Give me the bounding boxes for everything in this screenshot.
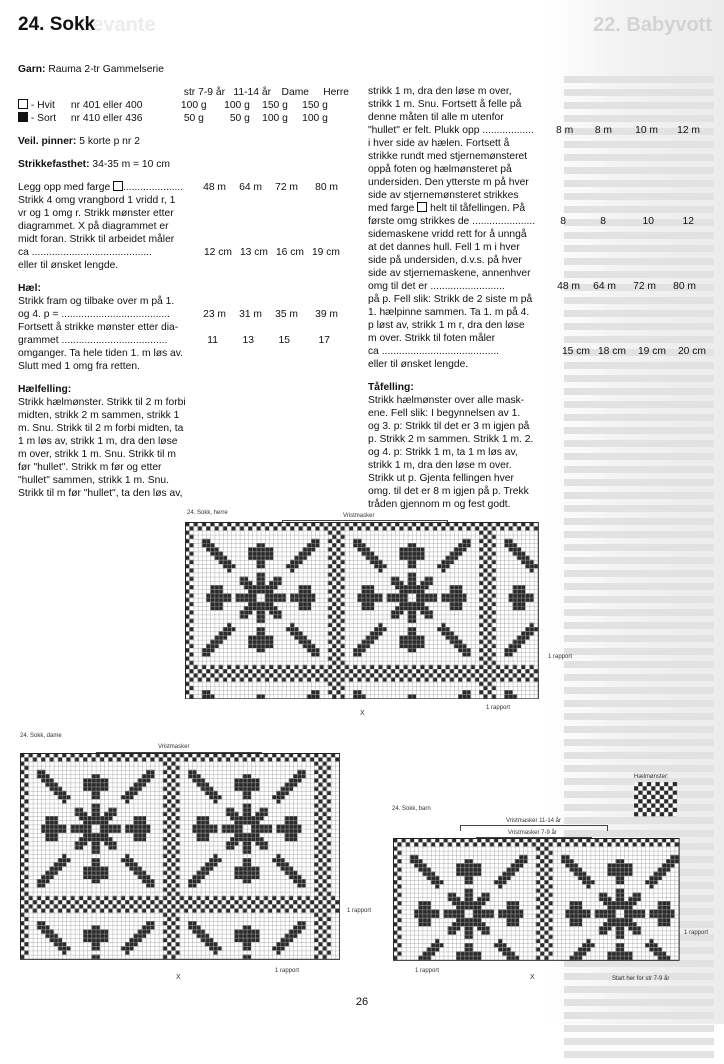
- value: 17: [318, 335, 330, 346]
- swatch-stitch: [664, 799, 668, 803]
- value: 10 m: [635, 125, 658, 136]
- swatch-stitch: [638, 804, 642, 808]
- swatch-stitch: [638, 795, 642, 799]
- color-row-black: [18, 112, 358, 125]
- text-line: m over, strikk 1 m. Snu. Strikk til m: [18, 449, 176, 460]
- value: 31 m: [239, 309, 262, 320]
- swatch-stitch: [651, 808, 655, 812]
- swatch-stitch: [634, 812, 638, 816]
- swatch-stitch: [660, 786, 664, 790]
- pinner-label: Veil. pinner:: [18, 136, 77, 147]
- value: 13 cm: [239, 247, 268, 258]
- swatch-stitch: [643, 808, 647, 812]
- swatch-stitch: [656, 786, 660, 790]
- swatch-stitch: [668, 786, 672, 790]
- value: 15 cm: [561, 346, 590, 357]
- pattern-chart-dame: [20, 753, 340, 960]
- text-line: Strikk ut p. Gjenta fellingen hver: [368, 473, 514, 484]
- value: 23 m: [203, 309, 226, 320]
- size-3: Dame: [281, 87, 309, 98]
- swatch-stitch: [664, 786, 668, 790]
- pattern-chart-barn: [393, 838, 680, 961]
- text-line: strikk 1 m, dra den løse m over.: [368, 460, 512, 471]
- text-line: p. Strikk 2 m sammen. Strikk 1 m. 2.: [368, 434, 534, 445]
- chart-dame-x: X: [176, 974, 181, 981]
- value: 10: [642, 216, 654, 227]
- text-line: at det dannes hull. Fell 1 m i hver: [368, 242, 520, 253]
- chart-barn-rapport-v: 1 rapport: [684, 930, 709, 936]
- value: 20 cm: [677, 346, 706, 357]
- text-line: omg til det er: [368, 281, 428, 292]
- value: 11: [207, 335, 218, 346]
- swatch-stitch: [656, 782, 660, 786]
- swatch-stitch: [660, 782, 664, 786]
- swatch-stitch: [656, 795, 660, 799]
- text-line: før "hullet". Strikk m før og etter: [18, 462, 162, 473]
- value: 64 m: [239, 182, 262, 193]
- chart-dame-rapport-v: 1 rapport: [347, 908, 372, 914]
- amount: 50 g: [183, 113, 204, 124]
- swatch-stitch: [643, 782, 647, 786]
- swatch-stitch: [651, 782, 655, 786]
- text-line: ene. Fell slik: I begynnelsen av 1.: [368, 408, 521, 419]
- swatch-stitch: [668, 804, 672, 808]
- chart-herre-rapport-h: 1 rapport: [486, 705, 511, 711]
- text-line: omg. til det er 8 m igjen på p. Trekk: [368, 486, 529, 497]
- text-line: grammet: [18, 335, 59, 346]
- text-line: Strikk hælmønster. Strikk til 2 m forbi: [18, 397, 186, 408]
- hael-title: Hæl:: [18, 283, 41, 294]
- swatch-stitch: [643, 799, 647, 803]
- text-line: undersiden. Den ytterste m på hver: [368, 177, 529, 188]
- swatch-stitch: [668, 782, 672, 786]
- text-line: eller til ønsket lengde.: [368, 359, 469, 370]
- value: 39 m: [315, 309, 338, 320]
- amount: 100 g: [262, 113, 288, 124]
- swatch-stitch: [664, 812, 668, 816]
- fasthet-value: 34-35 m = 10 cm: [92, 159, 170, 170]
- page-number: 26: [355, 996, 369, 1008]
- hael-pattern-swatch: [634, 782, 678, 818]
- chart-barn-start: Start her for str 7-9 år: [612, 976, 670, 982]
- amount: 150 g: [302, 100, 328, 111]
- swatch-stitch: [668, 799, 672, 803]
- white-square-icon: [113, 181, 123, 191]
- white-square-icon: [417, 202, 427, 212]
- chart-barn-caption: 24. Sokk, barn: [392, 806, 431, 812]
- text-line: strikk 1 m. Snu. Fortsett å felle på: [368, 99, 522, 110]
- swatch-stitch: [647, 804, 651, 808]
- column-right: strikk 1 m, dra den løse m over, strikk 1 m. Snu. Fortsett å felle på denne måten til alle m utenfor "hullet" er felt. Plukk opp .................. 8 m 8 m 10 m 12 m i hver side av hælen. Fortsett å strikke rundt med stjernemønsteret oppå foten og hælmønsteret på undersiden. Den ytterste m på hver side av stjernemønsteret strikkes med farge helt til tåfellingen. På første omg strikkes de ...................... 8 8 10 12 sidemaskene vridd rett for å unngå at det dannes hull. Fell 1 m i hver side på undersiden, d.v.s. på hver side av stjernemaskene, annenhver omg til det er .......................... 48 m 64 m 72 m 80 m på p. Fell slik: Strikk de 2 siste m på 1. hælpinne sammen. Ta 1. m på 4. p løst av, strikk 1 m r, dra den løse m over. Strikk til foten måler ca ......................................... 15 cm 18 cm 19 cm 20 cm eller til ønsket lengde. Tåfelling: Strikk hælmønster over alle mask- ene. Fell slik: I begynnelsen av 1. og 3. p: Strikk til det er 3 m igjen på p. Strikk 2 m sammen. Strikk 1 m. 2. og 4. p: Strikk 1 m, ta 1 m løs av, strikk 1 m, dra den løse m over. Strikk ut p. Gjenta fellingen hver omg. til det er 8 m igjen på p. Trekk tråden gjennom m og fest godt.: [368, 86, 706, 510]
- text-line: Strikk til m før "hullet", ta den løs av,: [18, 488, 183, 499]
- swatch-stitch: [634, 808, 638, 812]
- text-line: med farge: [368, 203, 415, 214]
- pinner-value: 5 korte p nr 2: [79, 136, 140, 147]
- ghost-title-left: Levante: [80, 14, 156, 36]
- size-2: 11-14 år: [233, 87, 271, 98]
- text-line: Slutt med 1 omg fra retten.: [18, 361, 140, 372]
- text-line: og 3. p: Strikk til det er 3 m igjen på: [368, 421, 530, 432]
- text-line: Strikk 4 omg vrangbord 1 vridd r, 1: [18, 195, 176, 206]
- swatch-stitch: [647, 812, 651, 816]
- amount: 50 g: [229, 113, 250, 124]
- size-4: Herre: [323, 87, 349, 98]
- swatch-stitch: [643, 786, 647, 790]
- swatch-stitch: [660, 812, 664, 816]
- fasthet-label: Strikkefasthet:: [18, 159, 90, 170]
- swatch-stitch: [673, 786, 677, 790]
- text-line: oppå foten og hælmønsteret på: [368, 164, 512, 175]
- value: 8 m: [556, 125, 574, 136]
- column-left: Garn: Rauma 2-tr Gammelserie str 7-9 år 11-14 år Dame Herre - Hvit nr 401 eller 400 100 g 100 g 150 g 150 g - Sort nr 410 eller 436 50 g 50 g 100 g 100 g Veil. pinner: 5 korte p nr 2 Strikkefasthet: 34-35 m = 10 cm Legg opp med farge ..................... 48 m 64 m 72 m 80 m Strikk 4 omg vrangbord 1 vridd r, 1 vr og 1 omg r. Strikk mønster etter diagrammet. X på diagrammet er midt foran. Strikk til arbeidet måler ca .......................................... 12 cm 13 cm 16 cm 19 cm eller til ønsket lengde. Hæl: Strikk fram og tilbake over m på 1. og 4. p = ...................................... 23 m 31 m 35 m 39 m Fortsett å strikke mønster etter dia- grammet ..................................... 11 13 15 17 omganger. Ta hele tiden 1. m løs av. Slutt med 1 omg fra retten. Hælfelling: Strikk hælmønster. Strikk til 2 m forbi midten, strikk 2 m sammen, strikk 1 m. Snu. Strikk til 2 m forbi midten, ta 1 m løs av, strikk 1 m, dra den løse m over, strikk 1 m. Snu. Strikk til m før "hullet". Strikk m før og etter "hullet" sammen, strikk 1 m. Snu. Strikk til m før "hullet", ta den løs av,: [18, 63, 358, 500]
- value: 72 m: [275, 182, 298, 193]
- swatch-stitch: [651, 786, 655, 790]
- garn-value: Rauma 2-tr Gammelserie: [48, 64, 164, 75]
- value: 35 m: [275, 309, 298, 320]
- swatch-stitch: [656, 791, 660, 795]
- text-line: sidemaskene vridd rett for å unngå: [368, 229, 527, 240]
- size-1: str 7-9 år: [183, 87, 225, 98]
- swatch-stitch: [656, 799, 660, 803]
- cast-on-section: Legg opp med farge ..................... 48 m 64 m 72 m 80 m Strikk 4 omg vrangbord 1 vridd r, 1 vr og 1 omg r. Strikk mønster etter diagrammet. X på diagrammet er midt foran. Strikk til arbeidet måler ca .......................................... 12 cm 13 cm 16 cm 19 cm eller til ønsket lengde.: [18, 181, 358, 272]
- text-line: Fortsett å strikke mønster etter dia-: [18, 322, 179, 333]
- ghost-title-right: 22. Babyvott: [593, 14, 712, 36]
- value: 48 m: [203, 182, 226, 193]
- swatch-stitch: [664, 808, 668, 812]
- value: 16 cm: [275, 247, 304, 258]
- value: 80 m: [315, 182, 338, 193]
- value: 19 cm: [311, 247, 340, 258]
- value: 12 cm: [203, 247, 232, 258]
- text-line: m. Snu. Strikk til 2 m forbi midten, ta: [18, 423, 184, 434]
- value: 19 cm: [637, 346, 666, 357]
- swatch-stitch: [664, 791, 668, 795]
- text-line: og 4. p: Strikk 1 m, ta 1 m løs av,: [368, 447, 518, 458]
- text-line: 1 m løs av, strikk 1 m, dra den løse: [18, 436, 178, 447]
- text-line: midt foran. Strikk til arbeidet måler: [18, 234, 175, 245]
- text-line: side på undersiden, d.v.s. på hver: [368, 255, 522, 266]
- swatch-stitch: [664, 804, 668, 808]
- text-line: strikk 1 m, dra den løse m over,: [368, 86, 512, 97]
- value: 72 m: [633, 281, 656, 292]
- swatch-stitch: [656, 804, 660, 808]
- color-label: - Sort: [30, 113, 57, 124]
- text-line: Strikk fram og tilbake over m på 1.: [18, 296, 175, 307]
- swatch-stitch: [634, 791, 638, 795]
- swatch-stitch: [638, 786, 642, 790]
- swatch-stitch: [647, 795, 651, 799]
- text-line: ca: [368, 346, 379, 357]
- swatch-stitch: [647, 782, 651, 786]
- value: 8 m: [594, 125, 612, 136]
- swatch-stitch: [643, 812, 647, 816]
- text-line: Strikk hælmønster over alle mask-: [368, 395, 525, 406]
- swatch-stitch: [664, 795, 668, 799]
- chart-barn-vrist-79: Vristmasker 7-9 år: [508, 830, 557, 836]
- text-line: diagrammet. X på diagrammet er: [18, 221, 169, 232]
- chart-herre-rapport-v: 1 rapport: [548, 654, 573, 660]
- swatch-stitch: [643, 795, 647, 799]
- value: 8: [600, 216, 606, 227]
- value: 8: [560, 216, 566, 227]
- text-line: "hullet" er felt. Plukk opp: [368, 125, 480, 136]
- pattern-chart-herre: [185, 522, 539, 699]
- swatch-stitch: [673, 812, 677, 816]
- swatch-stitch: [660, 808, 664, 812]
- value: 64 m: [593, 281, 616, 292]
- amount: 100 g: [224, 100, 250, 111]
- color-row-white: [18, 99, 358, 112]
- swatch-stitch: [673, 782, 677, 786]
- swatch-stitch: [668, 791, 672, 795]
- text-line: denne måten til alle m utenfor: [368, 112, 504, 123]
- text-line: første omg strikkes de: [368, 216, 470, 227]
- value: 13: [242, 335, 254, 346]
- swatch-stitch: [638, 799, 642, 803]
- text-line: tråden gjennom m og fest godt.: [368, 499, 511, 510]
- color-nr: nr 410 eller 436: [70, 113, 143, 124]
- color-label: - Hvit: [30, 100, 55, 111]
- swatch-stitch: [673, 804, 677, 808]
- swatch-stitch: [634, 799, 638, 803]
- chart-barn-rapport-h: 1 rapport: [415, 968, 440, 974]
- swatch-stitch: [668, 808, 672, 812]
- swatch-stitch: [673, 799, 677, 803]
- color-nr: nr 401 eller 400: [70, 100, 143, 111]
- text-line: 1. hælpinne sammen. Ta 1. m på 4.: [368, 307, 530, 318]
- swatch-stitch: [643, 804, 647, 808]
- swatch-stitch: [638, 812, 642, 816]
- swatch-stitch: [651, 799, 655, 803]
- chart-herre-caption: 24. Sokk, herre: [187, 510, 228, 516]
- text-line: m over. Strikk til foten måler: [368, 333, 496, 344]
- text-line: i hver side av hælen. Fortsett å: [368, 138, 510, 149]
- text-line: strikke rundt med stjernemønsteret: [368, 151, 528, 162]
- chart-barn-vrist-1114: Vristmasker 11-14 år: [506, 818, 562, 824]
- amount: 150 g: [262, 100, 288, 111]
- swatch-stitch: [656, 812, 660, 816]
- swatch-stitch: [647, 808, 651, 812]
- swatch-stitch: [651, 791, 655, 795]
- swatch-stitch: [634, 795, 638, 799]
- white-square-icon: [18, 99, 28, 109]
- swatch-stitch: [651, 812, 655, 816]
- value: 12: [682, 216, 694, 227]
- swatch-stitch: [638, 791, 642, 795]
- text-line: midten, strikk 2 m sammen, strikk 1: [18, 410, 180, 421]
- text-line: helt til tåfellingen. På: [430, 203, 526, 214]
- text-line: eller til ønsket lengde.: [18, 260, 119, 271]
- amount: 100 g: [180, 100, 207, 111]
- swatch-stitch: [643, 791, 647, 795]
- swatch-stitch: [638, 782, 642, 786]
- chart-dame-rapport-h: 1 rapport: [275, 968, 300, 974]
- haelfelling-title: Hælfelling:: [18, 384, 72, 395]
- amount: 100 g: [302, 113, 328, 124]
- text-line: ca: [18, 247, 29, 258]
- swatch-stitch: [660, 795, 664, 799]
- tafelling-title: Tåfelling:: [368, 382, 414, 393]
- value: 12 m: [677, 125, 700, 136]
- text-line: på p. Fell slik: Strikk de 2 siste m på: [368, 294, 533, 305]
- garn-label: Garn:: [18, 64, 46, 75]
- swatch-stitch: [638, 808, 642, 812]
- text-line: p løst av, strikk 1 m r, dra den løse: [368, 320, 525, 331]
- swatch-stitch: [651, 795, 655, 799]
- swatch-stitch: [647, 791, 651, 795]
- text-line: side av stjernemaskene, annenhver: [368, 268, 531, 279]
- swatch-stitch: [660, 804, 664, 808]
- swatch-stitch: [668, 795, 672, 799]
- chart-barn-x: X: [530, 974, 535, 981]
- value: 18 cm: [597, 346, 626, 357]
- chart-herre-vrist: Vristmasker: [343, 513, 375, 519]
- text-line: og 4. p =: [18, 309, 59, 320]
- swatch-stitch: [664, 782, 668, 786]
- page-title: 24. Sokk: [18, 14, 96, 35]
- text-line: side av stjernemønsteret strikkes: [368, 190, 519, 201]
- swatch-stitch: [656, 808, 660, 812]
- text-line: vr og 1 omg r. Strikk mønster etter: [18, 208, 174, 219]
- swatch-stitch: [647, 786, 651, 790]
- chart-dame-caption: 24. Sokk, dame: [20, 733, 62, 739]
- text-line: "hullet" sammen, strikk 1 m. Snu.: [18, 475, 169, 486]
- text-line: Legg opp med farge: [18, 182, 111, 193]
- swatch-stitch: [651, 804, 655, 808]
- swatch-stitch: [647, 799, 651, 803]
- black-square-icon: [18, 112, 28, 122]
- swatch-stitch: [634, 782, 638, 786]
- text-line: omganger. Ta hele tiden 1. m løs av.: [18, 348, 184, 359]
- swatch-stitch: [668, 812, 672, 816]
- swatch-stitch: [660, 799, 664, 803]
- value: 80 m: [673, 281, 696, 292]
- swatch-stitch: [673, 791, 677, 795]
- value: 48 m: [557, 281, 580, 292]
- chart-dame-vrist: Vristmasker: [158, 744, 190, 750]
- value: 15: [278, 335, 290, 346]
- swatch-stitch: [673, 795, 677, 799]
- swatch-stitch: [634, 786, 638, 790]
- swatch-stitch: [660, 791, 664, 795]
- swatch-stitch: [634, 804, 638, 808]
- hael-pattern-caption: Hælmønster:: [634, 774, 669, 780]
- swatch-stitch: [673, 808, 677, 812]
- chart-herre-x: X: [360, 710, 365, 717]
